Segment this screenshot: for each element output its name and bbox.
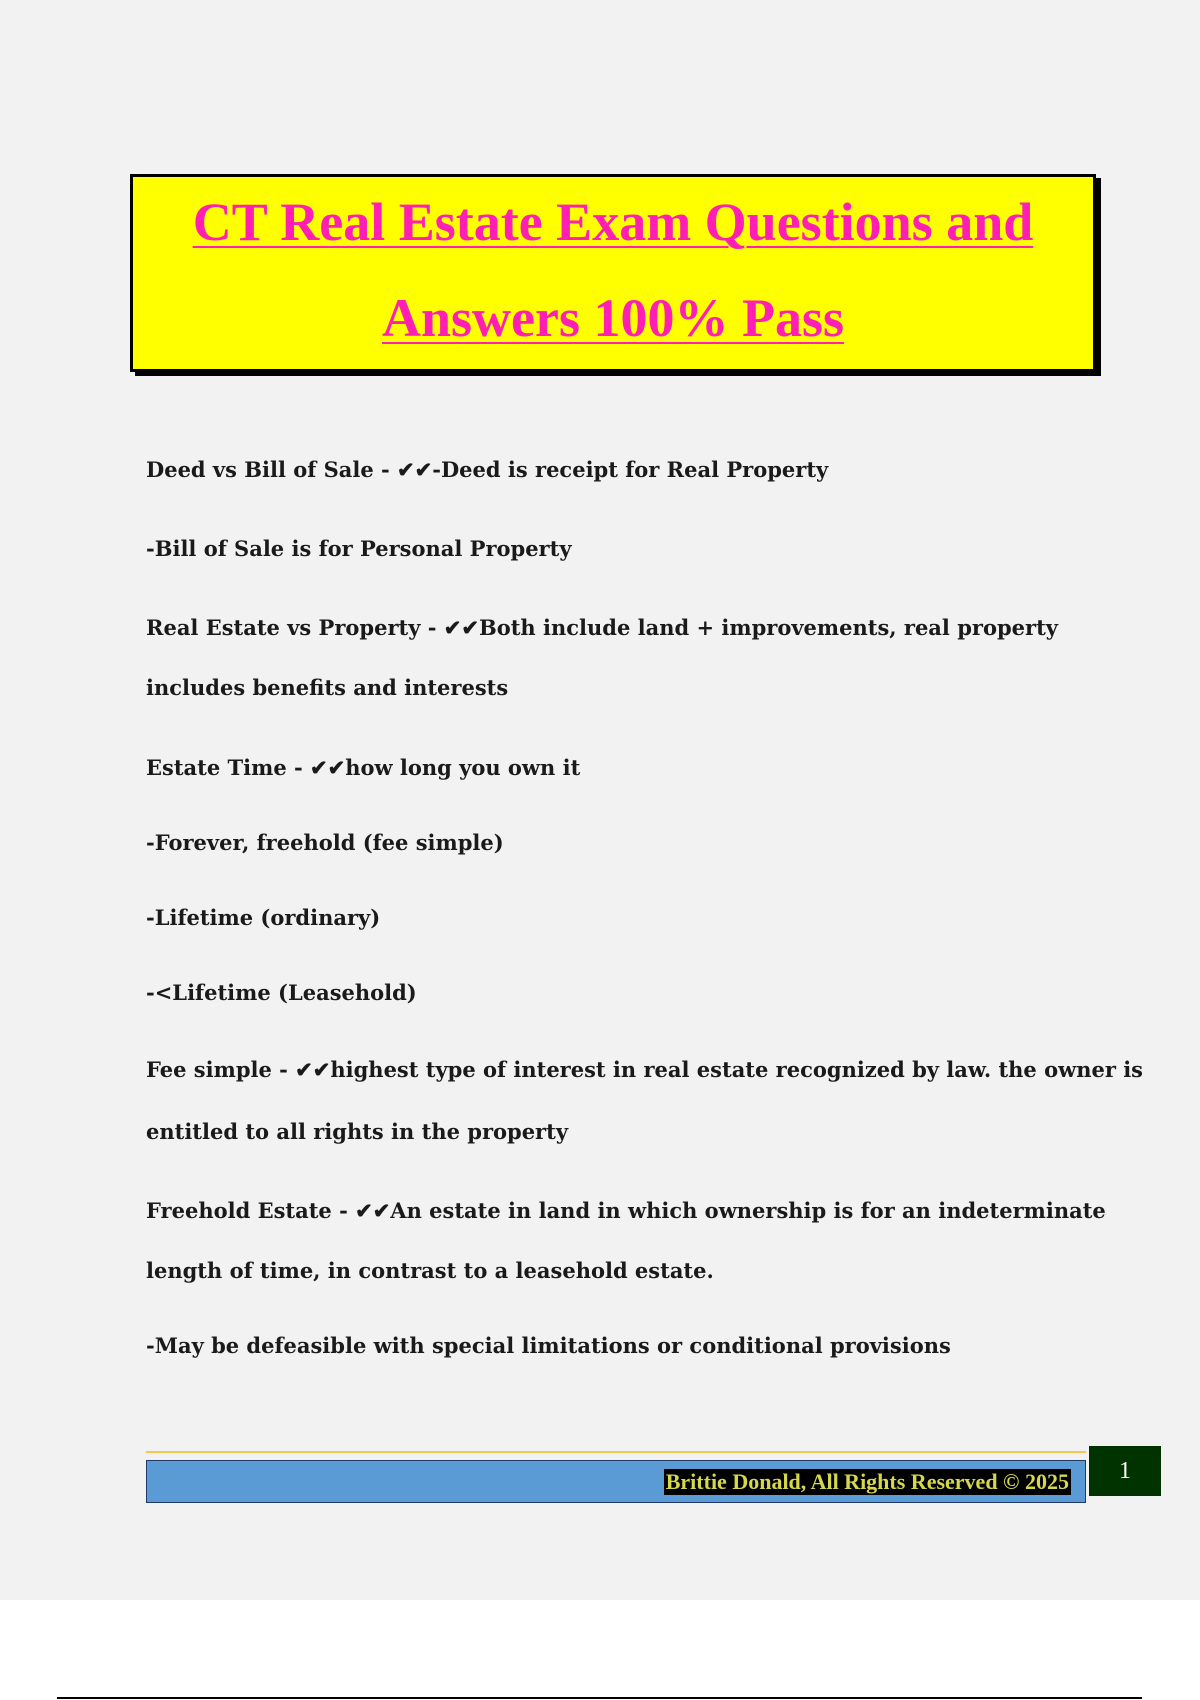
page-number: 1 <box>1089 1446 1161 1496</box>
title-box <box>130 174 1096 372</box>
qa-line: length of time, in contrast to a leasehold estate. <box>146 1258 714 1283</box>
qa-line: -Lifetime (ordinary) <box>146 905 381 930</box>
qa-line: Estate Time - ✔✔how long you own it <box>146 755 581 780</box>
qa-line: Deed vs Bill of Sale - ✔✔-Deed is receipt for Real Property <box>146 457 829 482</box>
qa-line: entitled to all rights in the property <box>146 1119 569 1144</box>
qa-line: -Bill of Sale is for Personal Property <box>146 536 572 561</box>
qa-line: -Forever, freehold (fee simple) <box>146 830 504 855</box>
qa-line: Fee simple - ✔✔highest type of interest in real estate recognized by law. the owner is <box>146 1057 1143 1082</box>
page-separator <box>57 1697 1142 1699</box>
qa-line: -<Lifetime (Leasehold) <box>146 980 417 1005</box>
document-title-line-1: CT Real Estate Exam Questions and <box>192 192 1034 252</box>
footer-divider <box>146 1451 1086 1453</box>
copyright-notice: Brittie Donald, All Rights Reserved © 2025 <box>665 1469 1069 1494</box>
qa-line: Real Estate vs Property - ✔✔Both include land + improvements, real property <box>146 615 1058 640</box>
qa-line: -May be defeasible with special limitations or conditional provisions <box>146 1333 951 1358</box>
document-title-line-2: Answers 100% Pass <box>381 288 844 348</box>
qa-line: Freehold Estate - ✔✔An estate in land in which ownership is for an indeterminate <box>146 1198 1106 1223</box>
qa-line: includes benefits and interests <box>146 675 509 700</box>
footer-bar <box>146 1460 1086 1503</box>
